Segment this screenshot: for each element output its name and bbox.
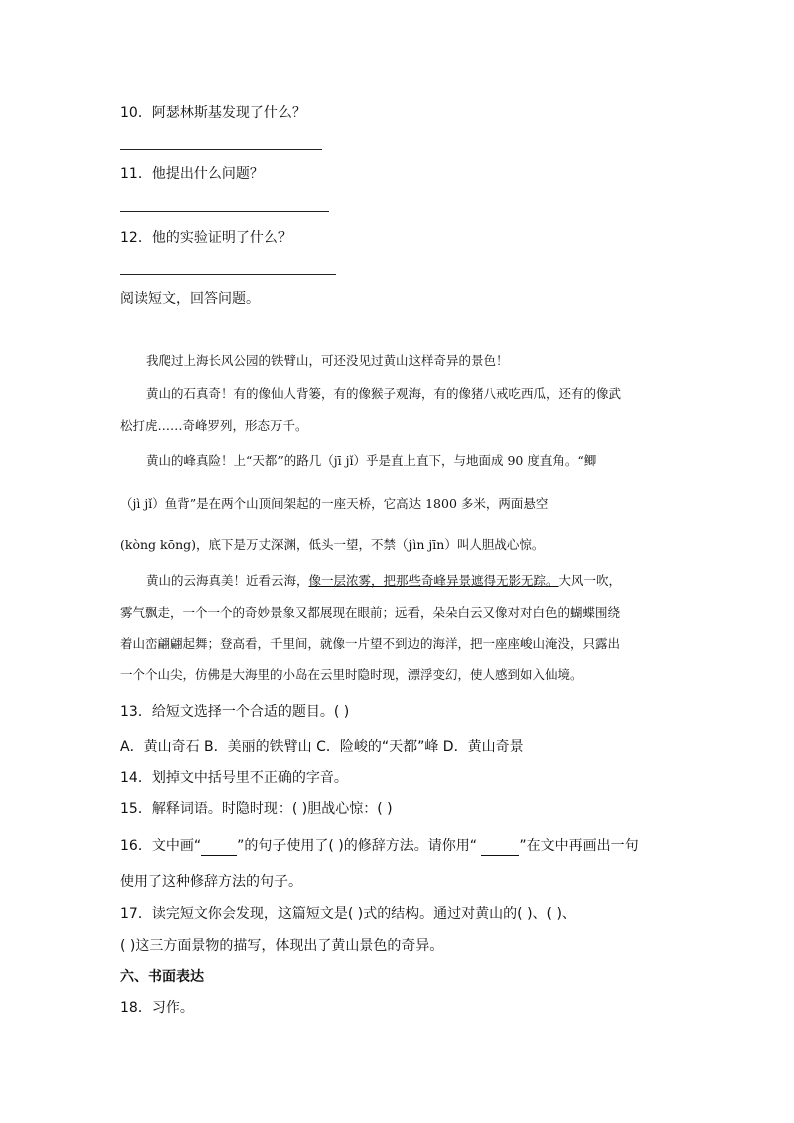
passage-paragraph-4-line-3: 着山峦翩翩起舞；登高看，千里间，就像一片望不到边的海洋，把一座座峻山淹没，只露出 [120,636,621,651]
passage-paragraph-4-line-4: 一个个山尖，仿佛是大海里的小岛在云里时隐时现，漂浮变幻，使人感到如入仙境。 [120,667,583,682]
passage-paragraph-4-line-2: 雾气飘走，一个一个的奇妙景象又都展现在眼前；远看，朵朵白云又像对对白色的蝴蝶围绕 [120,605,621,620]
underlined-sentence: 像一层浓雾，把那些奇峰异景遮得无影无踪。 [308,573,559,588]
question-18: 18．习作。 [120,1000,194,1016]
question-13-options: A．黄山奇石 B．美丽的铁臂山 C．险峻的“天都”峰 D．黄山奇景 [120,739,524,755]
question-12: 12．他的实验证明了什么？ [120,230,292,246]
question-16-line-2: 使用了这种修辞方法的句子。 [120,874,302,890]
q16-underline-sample-2 [481,841,519,856]
passage-paragraph-2-line-2: 松打虎……奇峰罗列，形态万千。 [120,418,308,433]
q16-underline-sample [201,841,237,856]
question-15: 15．解释词语。时隐时现：( )胆战心惊：( ) [120,801,393,817]
q16-pre: 16．文中画“ [120,838,202,854]
passage-paragraph-3-line-2: （jì jǐ）鱼背”是在两个山顶间架起的一座天桥，它高达 1800 多米，两面悬空 [120,496,549,511]
passage-paragraph-3-line-3: (kòng kōng)，底下是万丈深渊，低头一望，不禁（jìn jīn）叫人胆战心惊。 [120,537,545,552]
passage-paragraph-1: 我爬过上海长风公园的铁臂山，可还没见过黄山这样奇异的景色！ [146,353,509,368]
passage-p4-post: 大风一吹， [558,573,622,588]
q16-post: ”在文中再画出一句 [519,838,639,854]
section-6-heading: 六、书面表达 [120,969,204,985]
passage-paragraph-3-line-1: 黄山的峰真险！上“天都”的路几（jī jǐ）乎是直上直下，与地面成 90 度直角。“鲫 [146,453,597,468]
passage-paragraph-2-line-1: 黄山的石真奇！有的像仙人背篓，有的像猴子观海，有的像猪八戒吃西瓜，还有的像武 [146,386,622,401]
answer-line-12[interactable] [120,274,336,275]
answer-line-11[interactable] [120,211,329,212]
question-17-line-1: 17．读完短文你会发现，这篇短文是( )式的结构。通过对黄山的( )、( )、 [120,906,576,922]
passage-p4-pre: 黄山的云海真美！近看云海， [146,573,309,588]
passage-paragraph-4-line-1 [146,571,706,591]
answer-line-10[interactable] [120,149,322,150]
question-10: 10．阿瑟林斯基发现了什么？ [120,105,306,121]
question-16-line-1 [120,836,639,856]
question-11: 11．他提出什么问题？ [120,166,264,182]
question-17-line-2: ( )这三方面景物的描写，体现出了黄山景色的奇异。 [120,938,444,954]
reading-instruction: 阅读短文，回答问题。 [120,291,260,307]
question-14: 14．划掉文中括号里不正确的字音。 [120,770,348,786]
question-13: 13．给短文选择一个合适的题目。( ) [120,704,350,720]
q16-mid: ”的句子使用了( )的修辞方法。请你用“ [237,838,482,854]
